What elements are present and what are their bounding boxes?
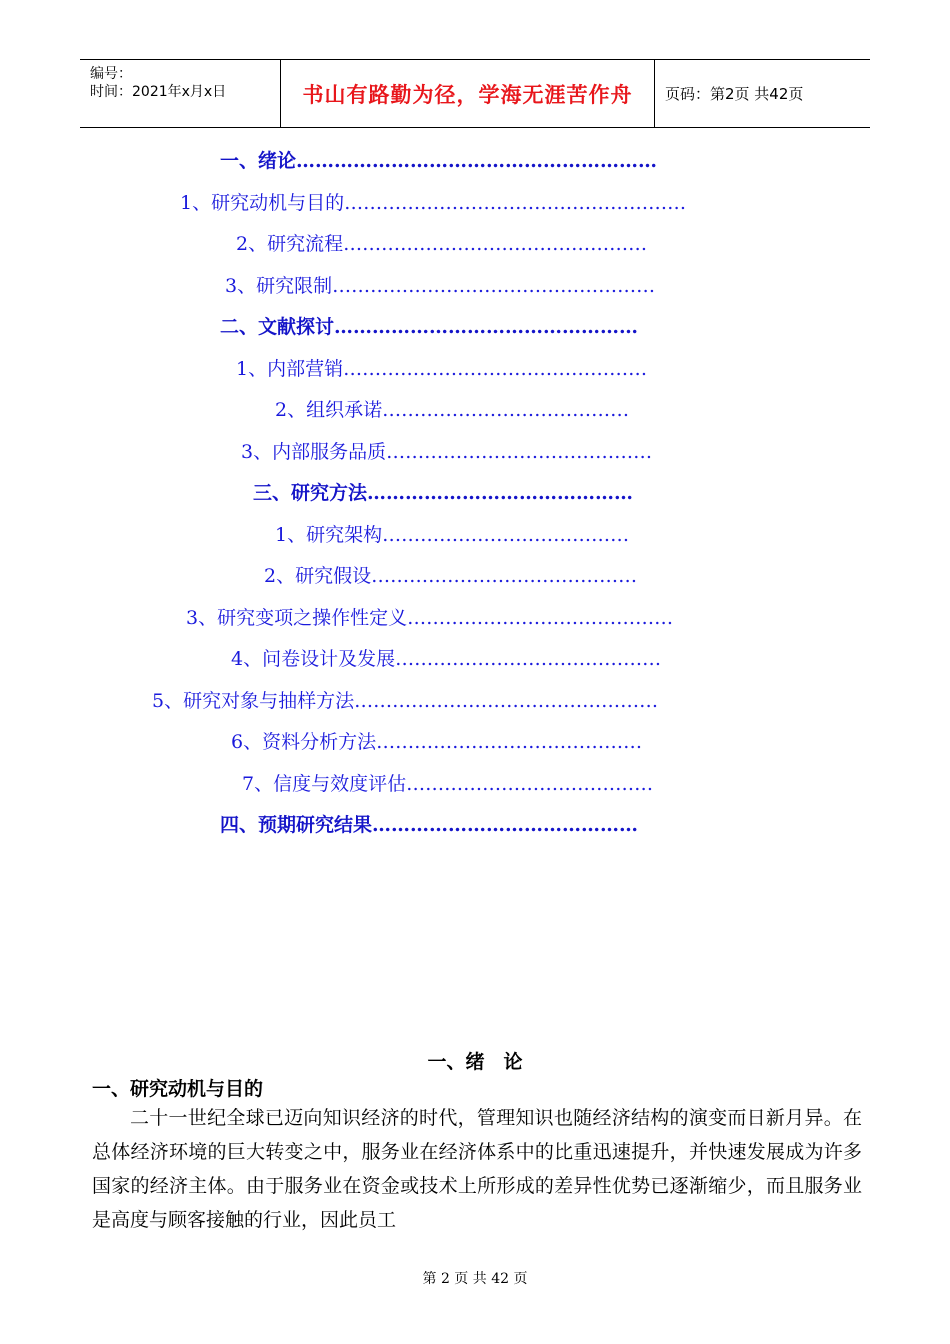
toc-entry[interactable] — [186, 606, 673, 630]
toc-entry-label: 3、研究变项之操作性定义 — [186, 607, 408, 629]
toc-entry-dots: …………………………………… — [376, 731, 643, 753]
header-page-cell — [655, 60, 870, 127]
time-label: 时间：2021年x月x日 — [90, 84, 227, 100]
toc-entry[interactable] — [225, 274, 655, 298]
toc-entry-label: 四、预期研究结果 — [220, 814, 373, 836]
toc-entry-label: 一、绪论 — [220, 150, 297, 172]
toc-entry-dots: ………………………………………… — [334, 316, 639, 338]
toc-entry-dots: ………………………………………… — [343, 358, 648, 380]
toc-entry-dots: …………………………………… — [395, 648, 662, 670]
toc-entry-label: 1、内部营销 — [236, 358, 344, 380]
toc-entry[interactable] — [253, 481, 633, 505]
serial-label: 编号： — [90, 66, 132, 82]
toc-entry-label: 三、研究方法 — [253, 482, 368, 504]
toc-entry[interactable] — [275, 398, 629, 422]
subsection-title: 一、研究动机与目的 — [92, 1078, 264, 1100]
toc-entry-label: 7、信度与效度评估 — [242, 773, 407, 795]
toc-entry[interactable] — [231, 647, 661, 671]
toc-entry-dots: …………………………………… — [367, 482, 634, 504]
toc-entry[interactable] — [180, 191, 686, 215]
page-header — [80, 59, 870, 128]
header-meta-cell — [80, 60, 281, 127]
toc-entry-label: 3、内部服务品质 — [241, 441, 387, 463]
toc-entry[interactable] — [152, 689, 658, 713]
page-info: 页码：第2页 共42页 — [665, 85, 804, 103]
toc-entry[interactable] — [241, 440, 652, 464]
toc-entry-label: 2、研究流程 — [236, 233, 344, 255]
toc-entry-dots: …………………………………… — [407, 607, 674, 629]
toc-entry-dots: ………………………………………………… — [296, 150, 658, 172]
toc-entry[interactable] — [264, 564, 637, 588]
toc-entry-dots: …………………………………… — [386, 441, 653, 463]
toc-entry[interactable] — [242, 772, 653, 796]
toc-entry-dots: ………………………………… — [382, 524, 630, 546]
toc-entry-label: 4、问卷设计及发展 — [231, 648, 396, 670]
toc-entry-dots: ………………………………… — [406, 773, 654, 795]
toc-entry[interactable] — [220, 149, 657, 173]
toc-entry-label: 5、研究对象与抽样方法 — [152, 690, 355, 712]
toc-entry[interactable] — [275, 523, 629, 547]
toc-entry-dots: ………………………………… — [382, 399, 630, 421]
section-title: 一、绪 论 — [427, 1051, 523, 1073]
toc-entry[interactable] — [220, 813, 638, 837]
toc-entry-dots: …………………………………………… — [332, 275, 656, 297]
toc-entry-dots: ………………………………………… — [354, 690, 659, 712]
motto-text: 书山有路勤为径，学海无涯苦作舟 — [302, 82, 633, 107]
toc-entry[interactable] — [220, 315, 638, 339]
page-footer: 第 2 页 共 42 页 — [422, 1271, 528, 1287]
toc-entry-label: 二、文献探讨 — [220, 316, 335, 338]
toc-entry-label: 1、研究架构 — [275, 524, 383, 546]
toc-entry-label: 2、研究假设 — [264, 565, 372, 587]
toc-entry-label: 2、组织承诺 — [275, 399, 383, 421]
body-paragraph: 二十一世纪全球已迈向知识经济的时代，管理知识也随经济结构的演变而日新月异。在总体经济环境的巨大转变之中，服务业在经济体系中的比重迅速提升，并快速发展成为许多国家的经济主体。由于服务业在资金或技术上所形成的差异性优势已逐渐缩少，而且服务业是高度与顾客接触的行业，因此员工 — [92, 1107, 862, 1231]
toc-entry-label: 6、资料分析方法 — [231, 731, 377, 753]
toc-entry[interactable] — [236, 357, 647, 381]
toc-entry-label: 3、研究限制 — [225, 275, 333, 297]
toc-entry[interactable] — [236, 232, 647, 256]
toc-entry-dots: …………………………………… — [372, 814, 639, 836]
toc-entry-dots: ……………………………………………… — [344, 192, 687, 214]
toc-entry[interactable] — [231, 730, 642, 754]
header-motto-cell — [281, 60, 655, 127]
toc-entry-label: 1、研究动机与目的 — [180, 192, 345, 214]
toc-entry-dots: ………………………………………… — [343, 233, 648, 255]
toc-entry-dots: …………………………………… — [371, 565, 638, 587]
